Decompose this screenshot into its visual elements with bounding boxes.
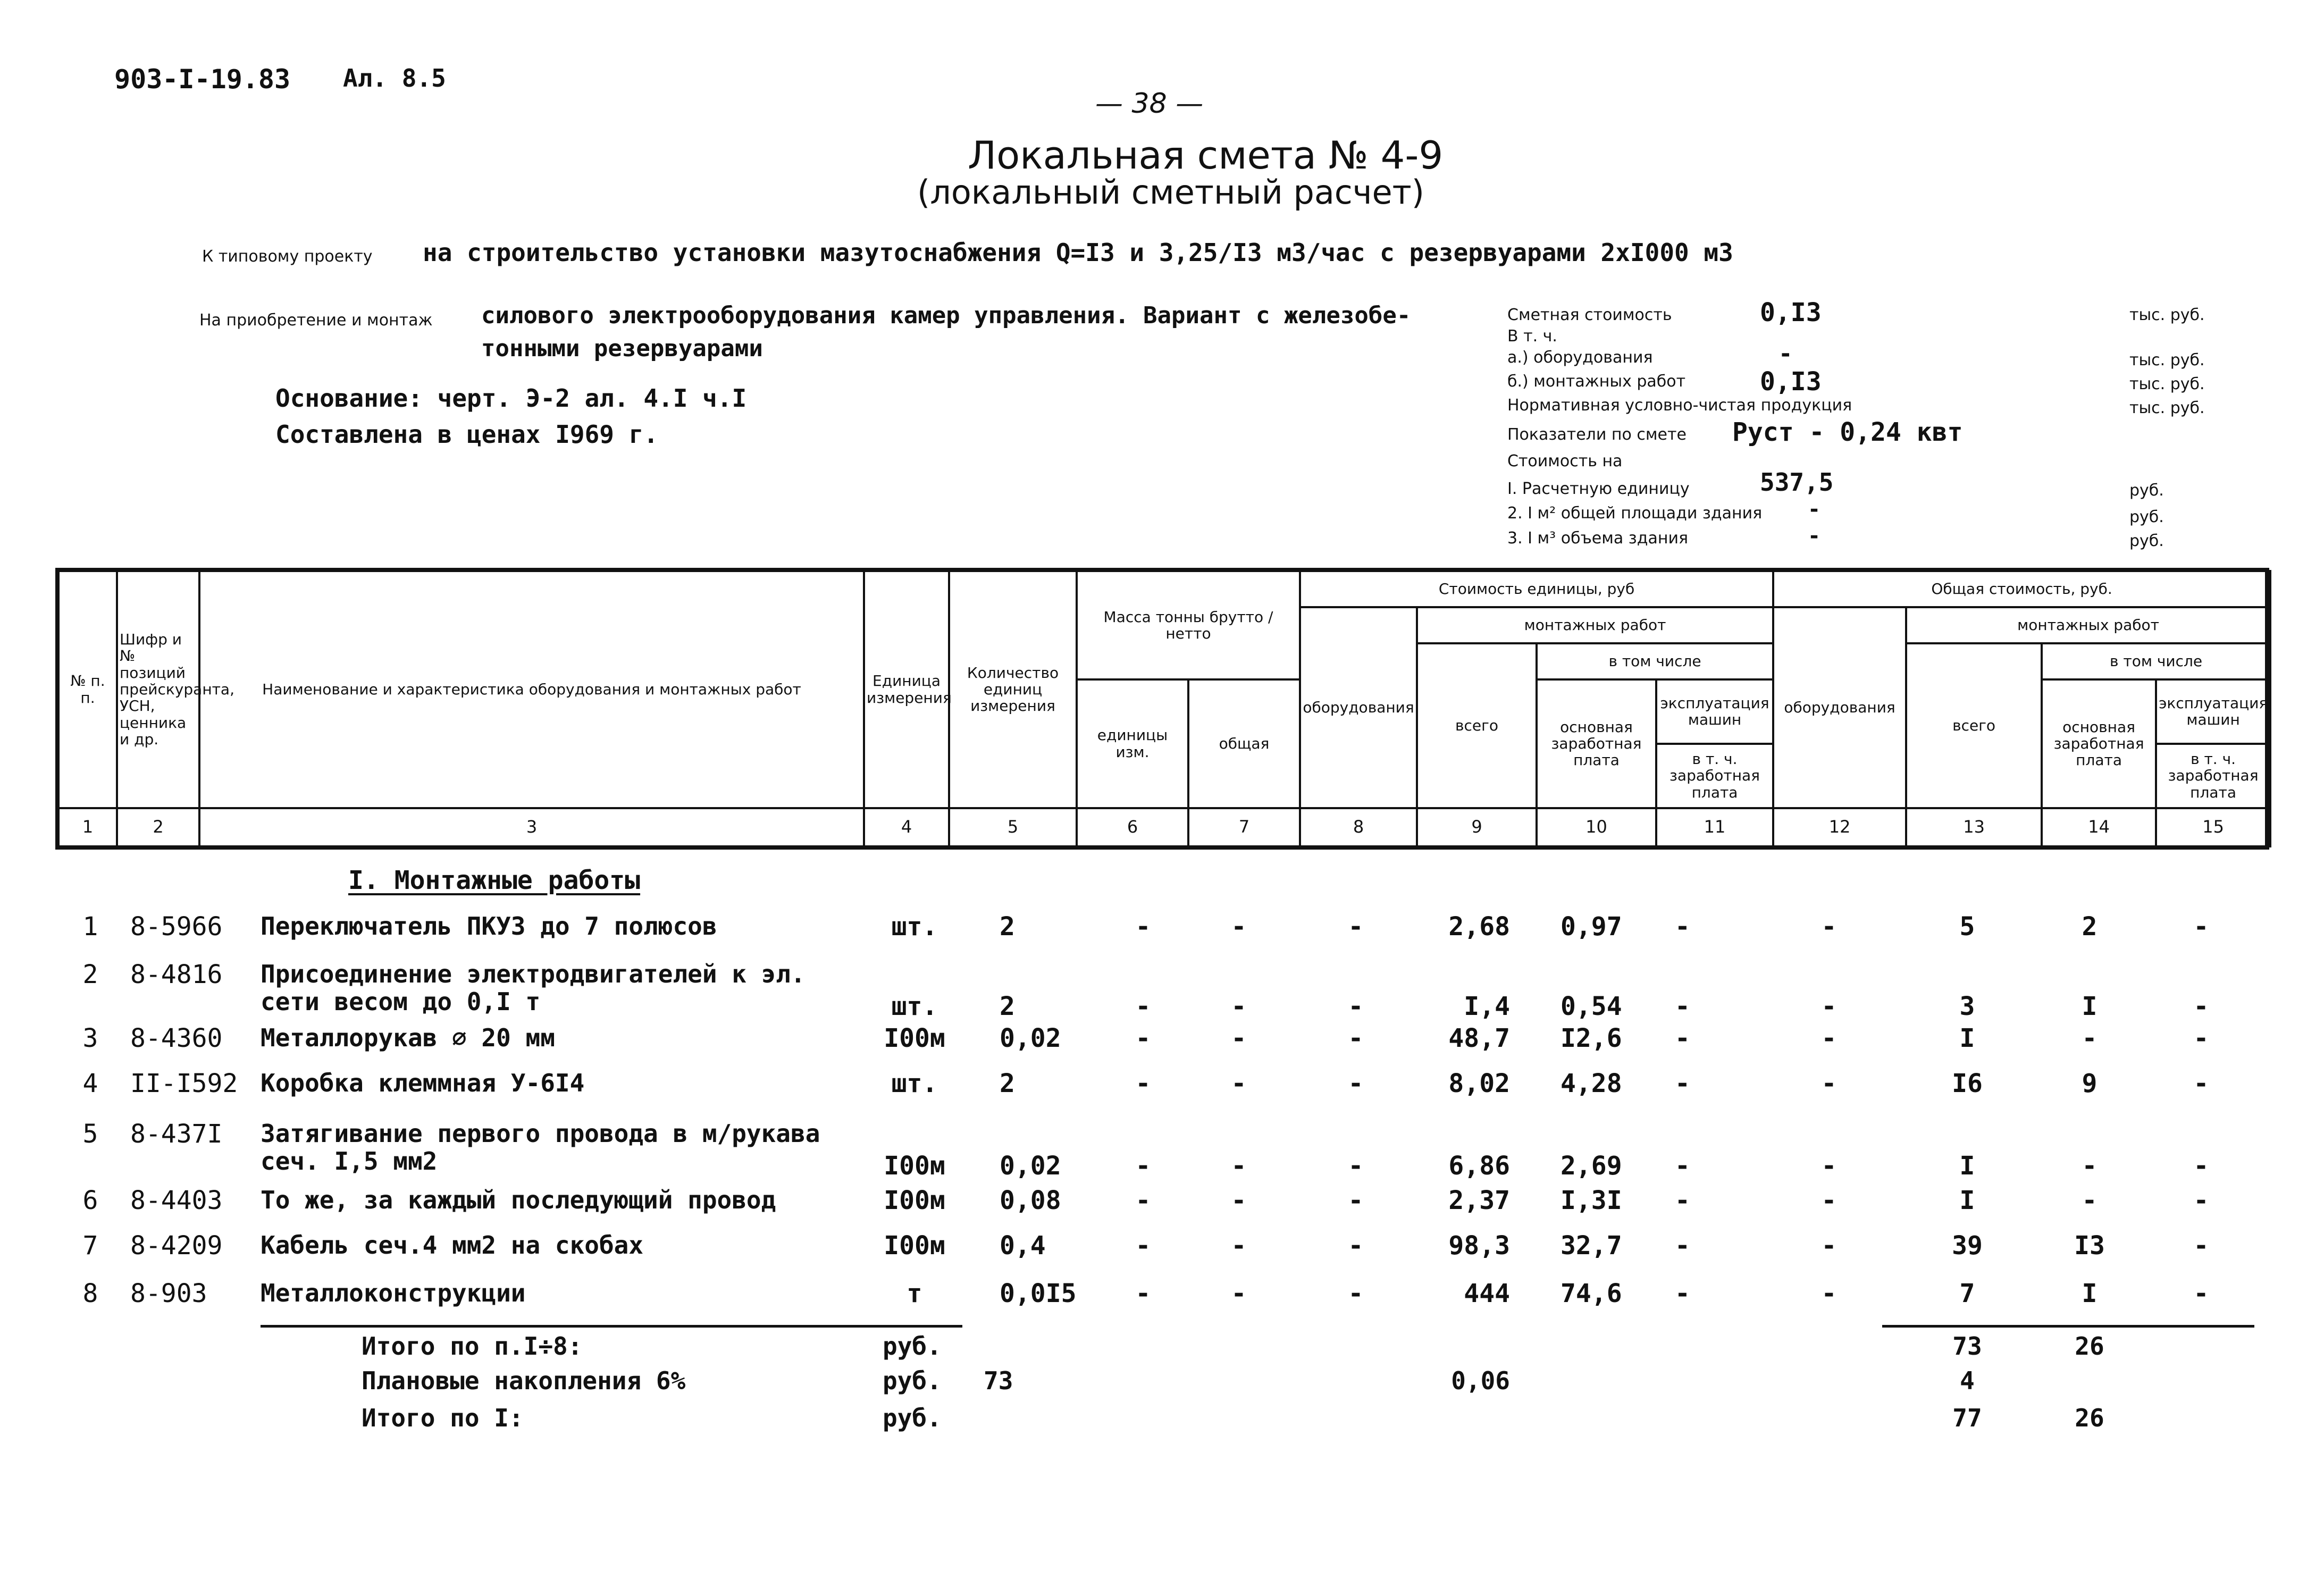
row-5-name-line: сеч. I,5 мм2 [261, 1147, 438, 1176]
row-3-tall: I [1959, 1023, 1975, 1053]
total-3-twage: 26 [2075, 1404, 2104, 1432]
col-header-total-cost: Общая стоимость, руб. [1773, 571, 2270, 607]
row-4-tmach: - [2193, 1069, 2209, 1098]
row-8-tmach: - [2193, 1279, 2209, 1308]
album-number: Ал. 8.5 [343, 64, 446, 93]
document-subtitle: (локальный сметный расчет) [917, 173, 1424, 212]
row-1-tall: 5 [1959, 912, 1975, 942]
estimated-cost-value: 0,I3 [1760, 298, 1822, 328]
row-3-name-line: Металлорукав ⌀ 20 мм [261, 1023, 555, 1052]
row-1-teq: - [1821, 912, 1837, 942]
basis: Основание: черт. Э-2 ал. 4.I ч.I [275, 384, 747, 413]
col-header-total-machines-wage: в т. ч. заработная плата [2156, 744, 2270, 808]
col-header-num: № п. п. [58, 571, 117, 808]
row-6-qty: 0,08 [1000, 1186, 1061, 1215]
row-4-teq: - [1821, 1069, 1837, 1098]
row-1-wage: 0,97 [1560, 912, 1622, 942]
row-3-wage: I2,6 [1560, 1023, 1622, 1053]
row-2-all: I,4 [1464, 992, 1510, 1021]
row-2-code: 8-4816 [130, 960, 223, 989]
row-4-all: 8,02 [1448, 1069, 1510, 1098]
row-3-eq: - [1348, 1023, 1364, 1053]
row-5-eq: - [1348, 1151, 1364, 1181]
col-header-mass-unit: единицы изм. [1077, 679, 1188, 808]
col-header-equipment: оборудования [1300, 607, 1417, 808]
row-8-wage: 74,6 [1560, 1279, 1622, 1308]
row-7-unit: I00м [884, 1231, 945, 1261]
project-text: на строительство установки мазутоснабжения Q=I3 и 3,25/I3 м3/час с резервуарами 2хI000 м3 [423, 238, 1733, 267]
row-6-code: 8-4403 [130, 1186, 223, 1215]
row-7-tall: 39 [1952, 1231, 1983, 1261]
purpose-label: На приобретение и монтаж [199, 311, 433, 330]
row-6-n: 6 [82, 1186, 98, 1215]
row-1-name-line: Переключатель ПКУ3 до 7 полюсов [261, 912, 717, 941]
row-7-tmach: - [2193, 1231, 2209, 1261]
unit-thous-rub: тыс. руб. [2129, 399, 2205, 417]
row-4-name-line: Коробка клеммная У-6I4 [261, 1069, 585, 1097]
purpose-line-2: тонными резервуарами [481, 335, 763, 362]
row-5-name-line: Затягивание первого провода в м/рукава [261, 1119, 820, 1148]
row-2-name-line: сети весом до 0,I т [261, 987, 541, 1016]
total-1-tall: 73 [1952, 1332, 1982, 1361]
col-number: 11 [1656, 808, 1773, 846]
row-6-eq: - [1348, 1186, 1364, 1215]
page-number: — 38 — [1095, 88, 1204, 120]
row-8-mach: - [1675, 1279, 1690, 1308]
unit-rub: руб. [2129, 508, 2164, 526]
total-2-label: Плановые накопления 6% [362, 1366, 686, 1395]
row-7-mach: - [1675, 1231, 1690, 1261]
col-number: 6 [1077, 808, 1188, 846]
col-header-unit-cost: Стоимость единицы, руб [1300, 571, 1773, 607]
row-6-m1: - [1135, 1186, 1151, 1215]
col-number: 7 [1188, 808, 1300, 846]
row-5-mach: - [1675, 1151, 1690, 1181]
row-5-tmach: - [2193, 1151, 2209, 1181]
installation-value: 0,I3 [1760, 367, 1822, 397]
unit-thous-rub: тыс. руб. [2129, 351, 2205, 370]
volume-label: 3. I м³ объема здания [1507, 529, 1689, 548]
unit-rub: руб. [2129, 481, 2164, 500]
row-5-unit: I00м [884, 1151, 945, 1181]
row-1-tmach: - [2193, 912, 2209, 942]
row-7-qty: 0,4 [1000, 1231, 1046, 1261]
section-title [348, 866, 640, 895]
row-2-mach: - [1675, 992, 1690, 1021]
row-3-all: 48,7 [1448, 1023, 1510, 1053]
row-2-unit: шт. [891, 992, 938, 1021]
row-1-eq: - [1348, 912, 1364, 942]
row-6-unit: I00м [884, 1186, 945, 1215]
row-7-name-line: Кабель сеч.4 мм2 на скобах [261, 1231, 644, 1260]
row-7-code: 8-4209 [130, 1231, 223, 1261]
col-number: 3 [199, 808, 864, 846]
row-8-code: 8-903 [130, 1279, 207, 1308]
row-8-unit: т [907, 1279, 922, 1308]
col-header-total-install: монтажных работ [1906, 607, 2270, 643]
row-7-all: 98,3 [1448, 1231, 1510, 1261]
row-2-m1: - [1135, 992, 1151, 1021]
row-3-n: 3 [82, 1023, 98, 1053]
col-header-unit: Единица измерения [864, 571, 949, 808]
row-2-tmach: - [2193, 992, 2209, 1021]
row-2-qty: 2 [1000, 992, 1015, 1021]
row-8-eq: - [1348, 1279, 1364, 1308]
prices-year: Составлена в ценах I969 г. [275, 420, 659, 449]
row-1-m2: - [1231, 912, 1247, 942]
row-7-teq: - [1821, 1231, 1837, 1261]
col-number: 15 [2156, 808, 2270, 846]
row-4-m1: - [1135, 1069, 1151, 1098]
total-2-qty: 73 [984, 1366, 1013, 1395]
row-3-m2: - [1231, 1023, 1247, 1053]
row-1-unit: шт. [891, 912, 938, 942]
col-header-total-all: всего [1906, 643, 2042, 808]
row-3-mach: - [1675, 1023, 1690, 1053]
row-1-n: 1 [82, 912, 98, 942]
indicators-value: Руст - 0,24 квт [1732, 417, 1963, 447]
total-2-tall: 4 [1960, 1366, 1975, 1395]
row-8-m2: - [1231, 1279, 1247, 1308]
row-2-twage: I [2082, 992, 2098, 1021]
col-header-wage: основная заработная плата [1537, 679, 1656, 808]
row-3-unit: I00м [884, 1023, 945, 1053]
row-5-teq: - [1821, 1151, 1837, 1181]
row-8-qty: 0,0I5 [1000, 1279, 1077, 1308]
row-2-eq: - [1348, 992, 1364, 1021]
row-7-n: 7 [82, 1231, 98, 1261]
indicators-label: Показатели по смете [1507, 425, 1687, 444]
row-1-qty: 2 [1000, 912, 1015, 942]
unit-cost-label: I. Расчетную единицу [1507, 480, 1690, 498]
project-label: К типовому проекту [202, 247, 373, 266]
row-4-code: II-I592 [130, 1069, 238, 1098]
separator-line [261, 1325, 962, 1328]
row-2-m2: - [1231, 992, 1247, 1021]
incl-label: В т. ч. [1507, 327, 1557, 346]
row-4-unit: шт. [891, 1069, 938, 1098]
col-number: 13 [1906, 808, 2042, 846]
col-header-total-equipment: оборудования [1773, 607, 1906, 808]
row-7-wage: 32,7 [1560, 1231, 1622, 1261]
row-4-twage: 9 [2082, 1069, 2098, 1098]
equipment-value: - [1778, 340, 1793, 367]
col-number: 14 [2042, 808, 2156, 846]
cost-per-label: Стоимость на [1507, 452, 1623, 471]
row-3-qty: 0,02 [1000, 1023, 1061, 1053]
row-7-m2: - [1231, 1231, 1247, 1261]
row-1-m1: - [1135, 912, 1151, 942]
total-2-rate: 0,06 [1451, 1366, 1510, 1395]
col-number: 2 [117, 808, 199, 846]
row-5-qty: 0,02 [1000, 1151, 1061, 1181]
row-3-code: 8-4360 [130, 1023, 223, 1053]
row-2-teq: - [1821, 992, 1837, 1021]
row-5-all: 6,86 [1448, 1151, 1510, 1181]
row-7-m1: - [1135, 1231, 1151, 1261]
row-6-wage: I,3I [1560, 1186, 1622, 1215]
col-header-mass-total: общая [1188, 679, 1300, 808]
row-8-tall: 7 [1959, 1279, 1975, 1308]
row-5-m2: - [1231, 1151, 1247, 1181]
row-1-mach: - [1675, 912, 1690, 942]
row-4-mach: - [1675, 1069, 1690, 1098]
row-6-tall: I [1959, 1186, 1975, 1215]
col-number: 8 [1300, 808, 1417, 846]
row-5-tall: I [1959, 1151, 1975, 1181]
row-4-tall: I6 [1952, 1069, 1983, 1098]
row-6-twage: - [2082, 1186, 2098, 1215]
unit-rub: руб. [2129, 532, 2164, 550]
volume-value: - [1808, 524, 1821, 548]
col-header-install: монтажных работ [1417, 607, 1773, 643]
row-6-teq: - [1821, 1186, 1837, 1215]
total-3-unit: руб. [883, 1404, 942, 1432]
col-header-machines-wage: в т. ч. заработная плата [1656, 744, 1773, 808]
row-8-teq: - [1821, 1279, 1837, 1308]
total-2-unit: руб. [883, 1366, 942, 1395]
col-number: 5 [949, 808, 1077, 846]
row-6-tmach: - [2193, 1186, 2209, 1215]
row-8-n: 8 [82, 1279, 98, 1308]
col-number: 10 [1537, 808, 1656, 846]
col-number: 12 [1773, 808, 1906, 846]
row-7-twage: I3 [2074, 1231, 2105, 1261]
total-1-label: Итого по п.I÷8: [362, 1332, 583, 1361]
row-8-all: 444 [1464, 1279, 1510, 1308]
row-5-code: 8-437I [130, 1119, 223, 1149]
col-header-mass: Масса тонны брутто / нетто [1077, 571, 1300, 679]
row-1-all: 2,68 [1448, 912, 1510, 942]
row-1-code: 8-5966 [130, 912, 223, 942]
unit-thous-rub: тыс. руб. [2129, 306, 2205, 324]
row-3-teq: - [1821, 1023, 1837, 1053]
row-8-name-line: Металлоконструкции [261, 1279, 526, 1307]
document-title: Локальная смета № 4-9 [968, 133, 1444, 178]
section-title-text: I. Монтажные работы [348, 866, 641, 895]
total-3-label: Итого по I: [362, 1404, 524, 1432]
row-2-name-line: Присоединение электродвигателей к эл. [261, 960, 806, 988]
normative-label: Нормативная условно-чистая продукция [1507, 396, 1852, 415]
row-1-twage: 2 [2082, 912, 2098, 942]
row-6-all: 2,37 [1448, 1186, 1510, 1215]
unit-thous-rub: тыс. руб. [2129, 375, 2205, 393]
row-5-twage: - [2082, 1151, 2098, 1181]
row-4-n: 4 [82, 1069, 98, 1098]
col-header-machines: эксплуатация машин [1656, 679, 1773, 744]
row-6-m2: - [1231, 1186, 1247, 1215]
row-4-eq: - [1348, 1069, 1364, 1098]
row-5-m1: - [1135, 1151, 1151, 1181]
row-7-eq: - [1348, 1231, 1364, 1261]
col-number: 9 [1417, 808, 1537, 846]
equipment-label: а.) оборудования [1507, 348, 1653, 367]
col-number: 1 [58, 808, 117, 846]
row-6-name-line: То же, за каждый последующий провод [261, 1186, 776, 1214]
col-header-name: Наименование и характеристика оборудования и монтажных работ [199, 571, 864, 808]
document-code: 903-I-19.83 [114, 64, 291, 95]
row-6-mach: - [1675, 1186, 1690, 1215]
row-2-wage: 0,54 [1560, 992, 1622, 1021]
col-header-code: Шифр и № позиций прейскуранта, УСН, ценника и др. [117, 571, 199, 808]
installation-label: б.) монтажных работ [1507, 372, 1686, 391]
col-header-all: всего [1417, 643, 1537, 808]
col-header-total-machines: эксплуатация машин [2156, 679, 2270, 744]
row-3-twage: - [2082, 1023, 2098, 1053]
row-3-tmach: - [2193, 1023, 2209, 1053]
unit-cost-value: 537,5 [1760, 468, 1834, 497]
area-label: 2. I м² общей площади здания [1507, 504, 1763, 523]
col-header-total-incl: в том числе [2042, 643, 2270, 679]
row-4-qty: 2 [1000, 1069, 1015, 1098]
purpose-line-1: силового электрооборудования камер управления. Вариант с железобе- [481, 302, 1411, 329]
area-value: - [1808, 497, 1821, 522]
estimate-table-header [57, 570, 2271, 847]
row-5-wage: 2,69 [1560, 1151, 1622, 1181]
row-3-m1: - [1135, 1023, 1151, 1053]
row-4-m2: - [1231, 1069, 1247, 1098]
row-5-n: 5 [82, 1119, 98, 1149]
row-2-tall: 3 [1959, 992, 1975, 1021]
row-4-wage: 4,28 [1560, 1069, 1622, 1098]
col-header-qty: Количество единиц измерения [949, 571, 1077, 808]
col-number: 4 [864, 808, 949, 846]
total-1-unit: руб. [883, 1332, 942, 1361]
row-2-n: 2 [82, 960, 98, 989]
row-8-twage: I [2082, 1279, 2098, 1308]
total-1-twage: 26 [2075, 1332, 2104, 1361]
separator-line-right [1882, 1325, 2254, 1328]
row-8-m1: - [1135, 1279, 1151, 1308]
col-header-incl: в том числе [1537, 643, 1773, 679]
total-3-tall: 77 [1952, 1404, 1982, 1432]
estimated-cost-label: Сметная стоимость [1507, 306, 1672, 324]
col-header-total-wage: основная заработная плата [2042, 679, 2156, 808]
